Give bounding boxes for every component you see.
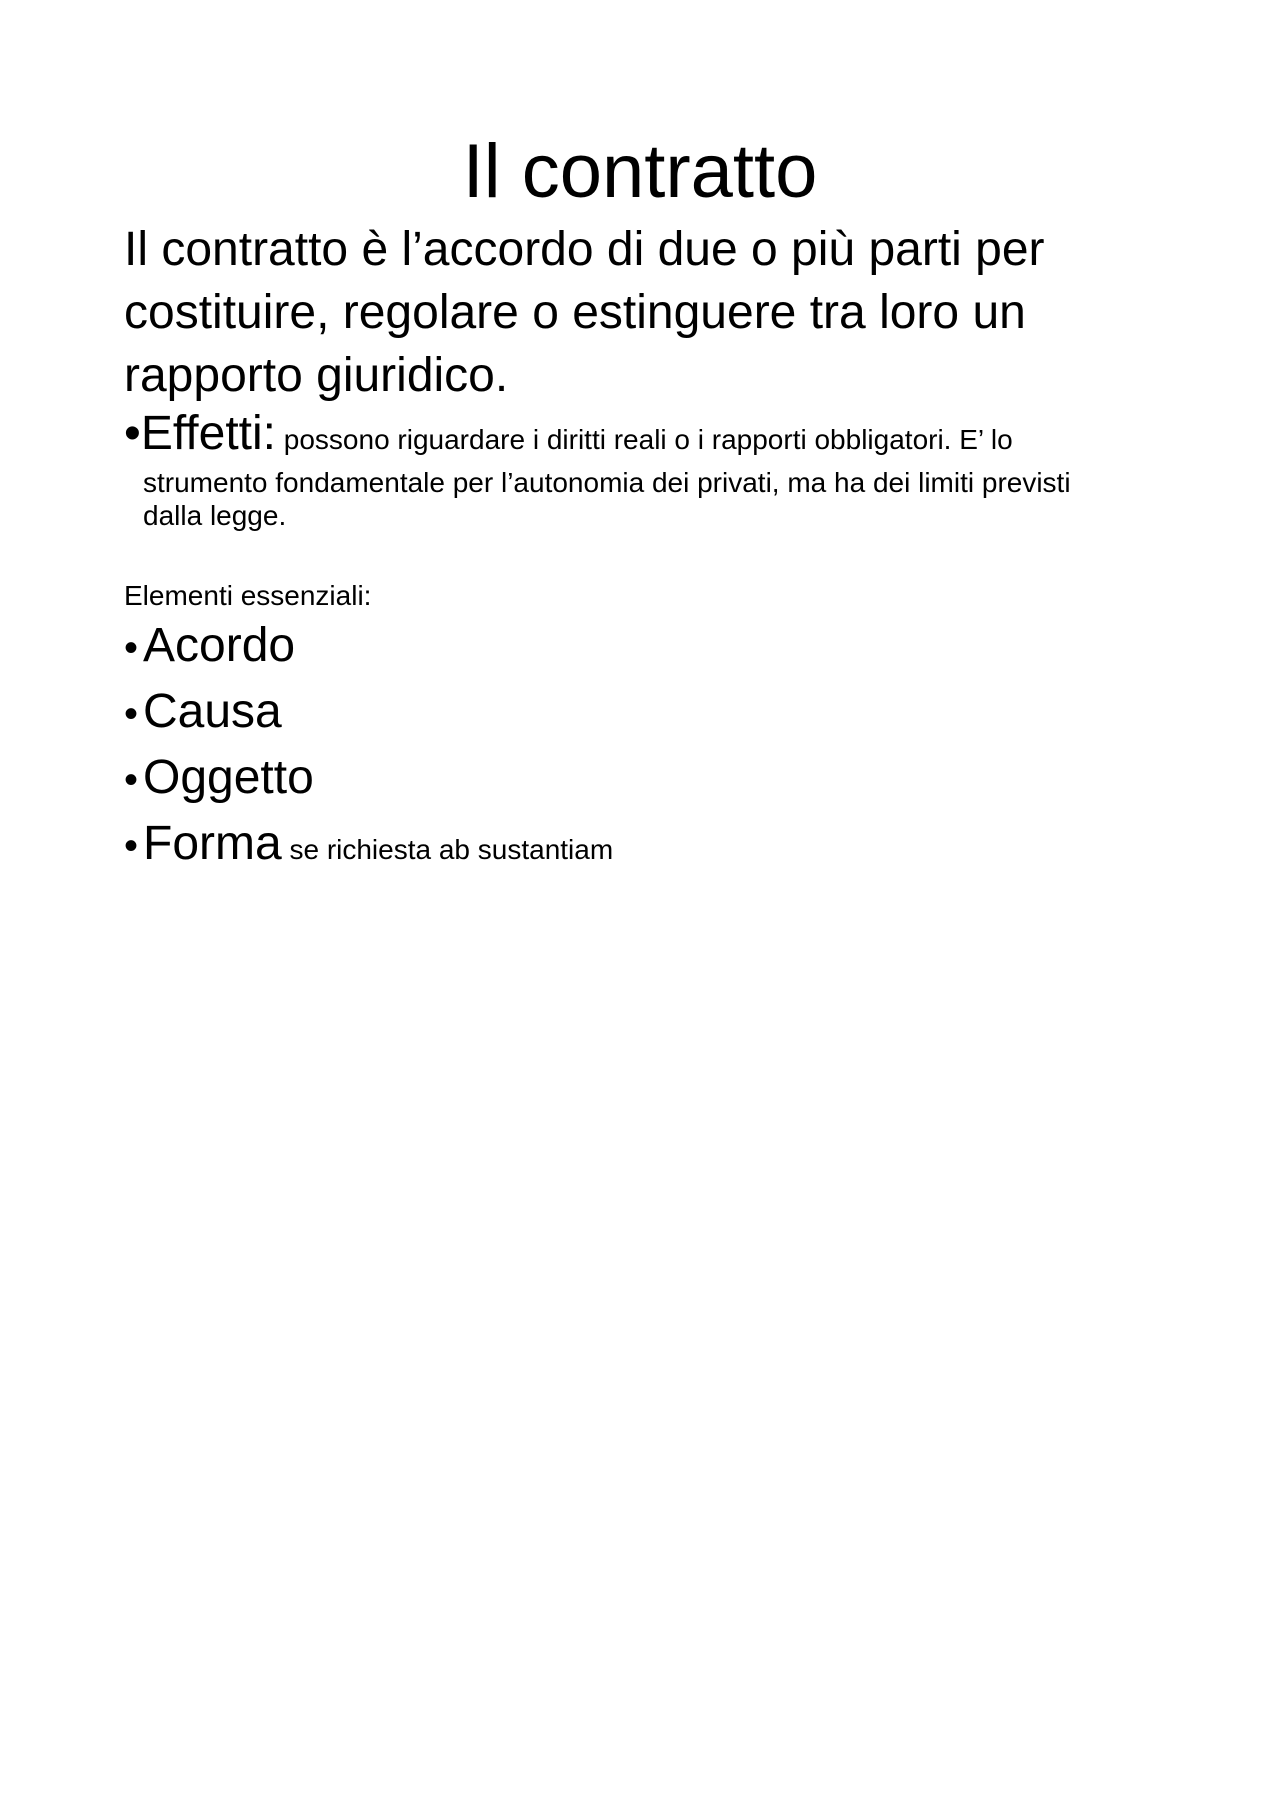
list-item-label: Acordo xyxy=(143,619,296,672)
bullet-icon: • xyxy=(124,626,139,670)
bullet-icon: • xyxy=(124,692,139,736)
effetti-text-line-2: strumento fondamentale per l’autonomia dei privati, ma ha dei limiti previsti xyxy=(143,467,1071,498)
effetti-text-line-1: possono riguardare i diritti reali o i rapporti obbligatori. E’ lo xyxy=(276,424,1013,455)
list-item-label: Oggetto xyxy=(143,751,314,804)
bullet-icon: • xyxy=(124,824,139,868)
effetti-text-line-3: dalla legge. xyxy=(143,500,287,531)
elementi-list xyxy=(124,614,613,881)
list-item-note: se richiesta ab sustantiam xyxy=(281,834,614,865)
definition-paragraph: Il contratto è l’accordo di due o più parti per costituire, regolare o estinguere tra loro un rapporto giuridico. xyxy=(124,223,1045,402)
elementi-heading: Elementi essenziali: xyxy=(124,580,372,611)
effetti-block xyxy=(124,406,1174,534)
effetti-label: Effetti: xyxy=(140,407,276,460)
list-item xyxy=(124,746,613,812)
effetti-first-line xyxy=(124,406,1174,468)
bullet-icon: • xyxy=(124,758,139,802)
page-title: Il contratto xyxy=(462,129,818,214)
list-item-label: Forma xyxy=(143,817,282,870)
list-item xyxy=(124,614,613,680)
list-item xyxy=(124,812,613,881)
effetti-bullet: • xyxy=(124,407,141,460)
list-item-label: Causa xyxy=(143,685,282,738)
list-item xyxy=(124,680,613,746)
